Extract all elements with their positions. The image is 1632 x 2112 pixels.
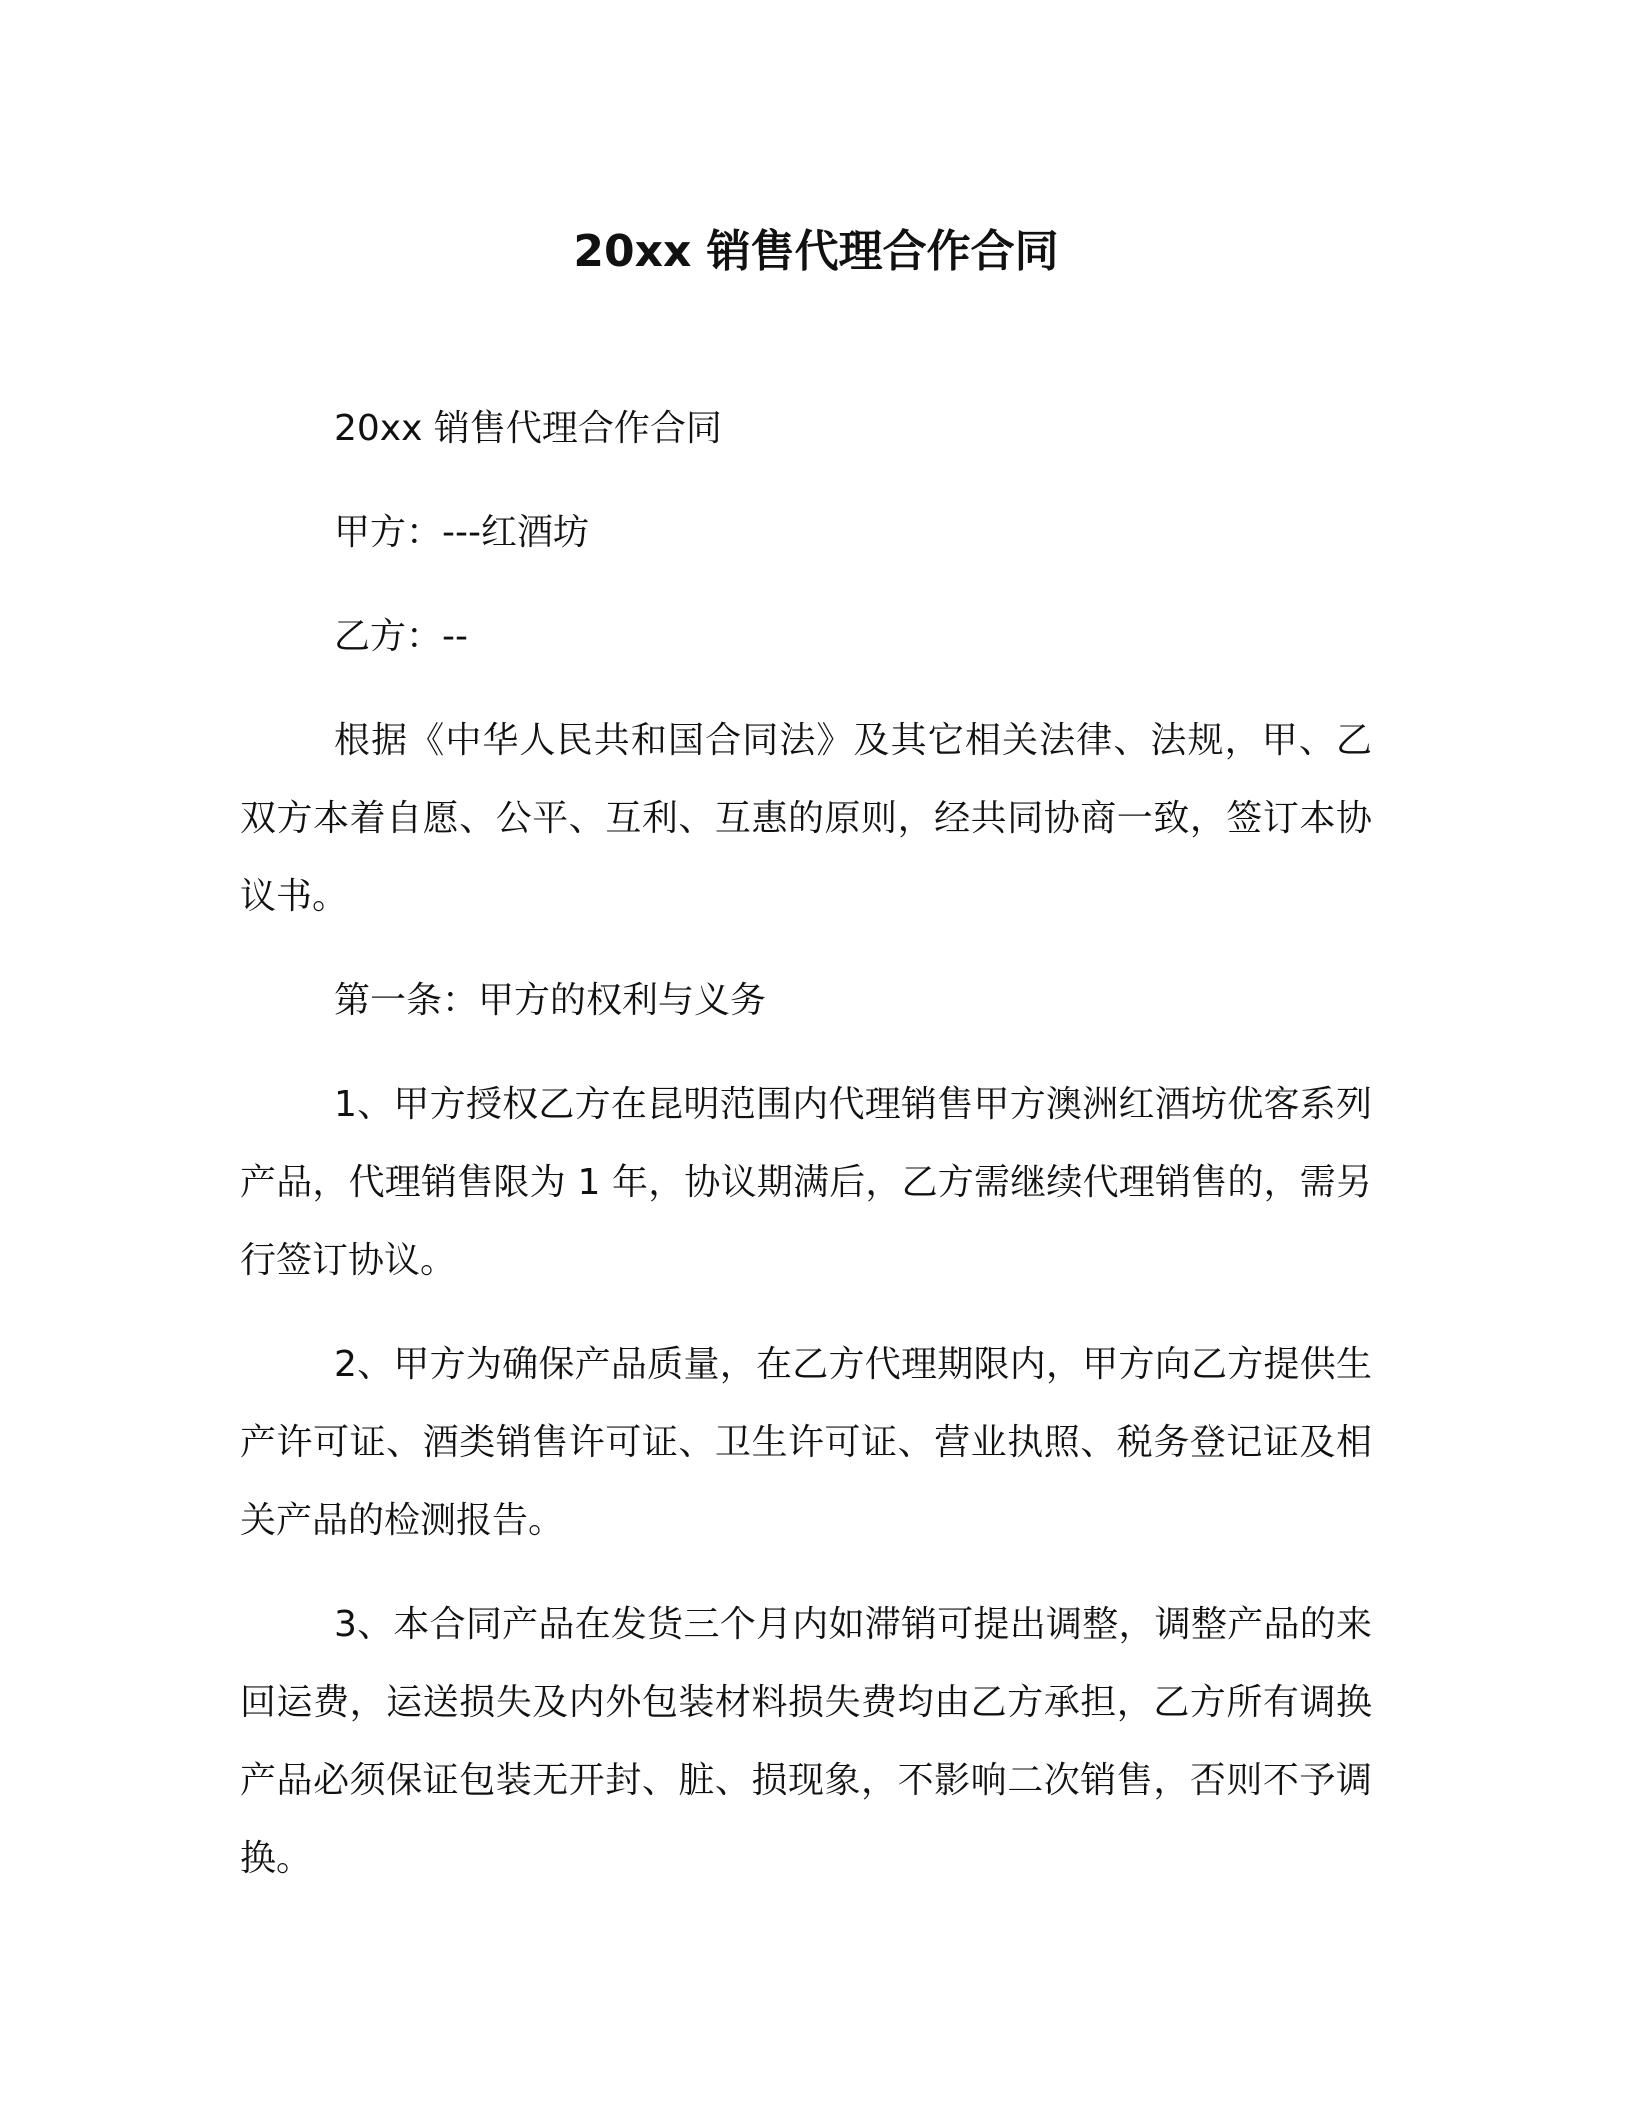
- article-one-heading: 第一条：甲方的权利与义务: [334, 980, 767, 1021]
- clause-1: 1、甲方授权乙方在昆明范围内代理销售甲方澳洲红酒坊优客系列产品，代理销售限为 1 年，协议期满后，乙方需继续代理销售的，需另行签订协议。: [240, 1084, 1372, 1281]
- clause-2: 2、甲方为确保产品质量，在乙方代理期限内，甲方向乙方提供生产许可证、酒类销售许可证、卫生许可证、营业执照、税务登记证及相关产品的检测报告。: [240, 1344, 1372, 1541]
- clause-3: 3、本合同产品在发货三个月内如滞销可提出调整，调整产品的来回运费，运送损失及内外包装材料损失费均由乙方承担，乙方所有调换产品必须保证包装无开封、脏、损现象，不影响二次销售，否则不予调换。: [240, 1604, 1372, 1879]
- preamble-paragraph: 根据《中华人民共和国合同法》及其它相关法律、法规，甲、乙双方本着自愿、公平、互利、互惠的原则，经共同协商一致，签订本协议书。: [240, 720, 1372, 917]
- document-body: [240, 390, 1372, 1924]
- party-a-line: 甲方：---红酒坊: [334, 512, 589, 553]
- contract-name-line: 20xx 销售代理合作合同: [334, 408, 722, 449]
- document-title: 20xx 销售代理合作合同: [573, 226, 1059, 277]
- party-b-line: 乙方：--: [334, 616, 468, 657]
